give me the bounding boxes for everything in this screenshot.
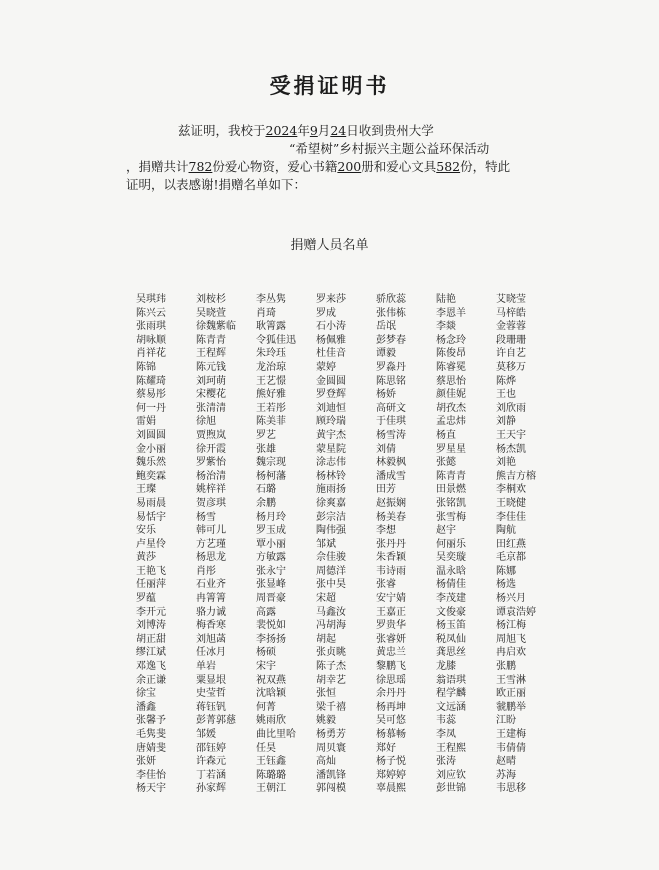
donor-name: 金小丽 (136, 443, 166, 455)
donor-name: 高研文 (376, 402, 406, 414)
donor-name: 佘佳骏 (316, 552, 346, 564)
donor-name: 罗艺 (256, 429, 276, 441)
donor-name: 艾晓莹 (496, 294, 526, 305)
donor-name: 魏宗现 (256, 457, 286, 469)
donor-name: 张涛 (436, 756, 456, 768)
donor-name: 宋樱花 (196, 389, 226, 401)
body-line-1 (126, 122, 626, 140)
donor-name: 谭袁浩婷 (496, 606, 536, 618)
donor-name: 韩可儿 (196, 525, 226, 537)
donor-name: 李桐欢 (496, 484, 526, 496)
donor-name: 杨再坤 (376, 701, 406, 713)
donor-name: 安乐 (136, 525, 156, 537)
donor-name: 韦蕊 (436, 715, 456, 727)
donor-name: 温永晗 (436, 565, 466, 577)
donor-name: 韦思移 (496, 783, 526, 795)
donor-name: 史莹哲 (196, 688, 226, 700)
stationery-value: 582 (436, 159, 461, 174)
donor-name: 徐旭 (196, 416, 216, 428)
donor-name: 骄欣蕊 (376, 294, 406, 305)
donor-name: 杨江梅 (496, 620, 526, 632)
donor-name: 石小涛 (316, 321, 346, 333)
donor-name: 李想 (376, 525, 396, 537)
donor-name: 杨雪涛 (376, 429, 406, 441)
donor-name: 罗登辉 (316, 389, 346, 401)
donor-name: 杨直 (436, 429, 456, 441)
donor-name: 陈子杰 (316, 661, 346, 673)
document-title: 受捐证明书 (269, 73, 390, 98)
day-value: 24 (330, 123, 347, 138)
donor-name: 单岩 (196, 661, 216, 673)
donor-name: 龙膝 (436, 661, 456, 673)
donor-name: 王嘉正 (376, 606, 406, 618)
month-char: 月 (317, 123, 331, 138)
donor-name: 丁若涵 (196, 769, 226, 781)
donor-name: 杨慕畅 (376, 729, 406, 740)
donor-name: 蒋钰钒 (196, 701, 226, 713)
donor-name: 方敏露 (256, 552, 286, 564)
donor-name: 刘应钦 (436, 769, 466, 781)
donor-name: 徐宝 (136, 688, 156, 700)
donor-name: 黎鹏飞 (376, 661, 406, 673)
donor-name: 张恒 (316, 688, 336, 700)
donor-name: 曲比里哈 (256, 729, 296, 740)
donor-name: 彭梦春 (376, 334, 406, 346)
body-line-4: 证明，以表感谢!捐赠名单如下： (126, 177, 307, 192)
donor-name: 邵钰婷 (196, 742, 226, 754)
donor-name: 胡幸艺 (316, 674, 346, 686)
donor-name: 田景燃 (436, 484, 466, 496)
donor-name: 杨硕 (256, 647, 276, 659)
donor-name: 张妍 (136, 756, 156, 768)
books-value: 200 (337, 159, 362, 174)
line1-pre: 兹证明，我校于 (178, 123, 266, 138)
donor-name: 胡起 (316, 633, 336, 645)
donor-name: 肖琦 (256, 307, 276, 319)
donor-name: 韦诗雨 (376, 565, 406, 577)
donor-name: 易雨晨 (136, 497, 166, 509)
donor-name: 杨天宇 (136, 783, 166, 795)
donor-name: 张馨予 (136, 715, 166, 727)
donor-name: 税凤仙 (436, 633, 466, 645)
donor-name: 李燚 (436, 321, 456, 333)
donor-name: 罗来莎 (316, 294, 346, 305)
donor-name: 王也 (496, 389, 516, 401)
donor-name: 张永宁 (256, 565, 286, 577)
donor-name: 文远涵 (436, 701, 466, 713)
donor-name: 虢鹏举 (496, 701, 526, 713)
donor-name: 陈美菲 (256, 416, 286, 428)
line3-mid1: 份爱心物资，爱心书籍 (212, 159, 338, 174)
donor-name: 杨勇芳 (316, 729, 346, 740)
donor-name: 程学麟 (436, 688, 466, 700)
donor-name: 罗星星 (436, 443, 466, 455)
donor-name: 熊好雅 (256, 389, 286, 401)
donor-name: 杨念玲 (436, 334, 466, 346)
donor-name: 罗玉成 (256, 525, 286, 537)
donor-name: 张丹丹 (376, 538, 406, 550)
donor-name: 马鑫汝 (316, 606, 346, 618)
donor-name: 杨柯藩 (256, 470, 286, 482)
donor-name: 李佳怡 (136, 769, 166, 781)
donor-name: 莫移万 (496, 361, 526, 373)
donor-name: 刘珂萌 (196, 375, 226, 387)
donor-name: 施雨扬 (316, 484, 346, 496)
donor-name: 段珊珊 (496, 334, 526, 346)
donor-name: 杨子悦 (376, 756, 406, 768)
donor-name: 李恩羊 (436, 307, 466, 319)
donor-name: 胡正甜 (136, 633, 166, 645)
donor-name: 罗贵华 (376, 620, 406, 632)
donor-name: 陈烨 (496, 375, 516, 387)
donor-name: 王天宇 (496, 429, 526, 441)
donor-name: 杜佳音 (316, 348, 346, 360)
donor-name: 耿箐露 (256, 321, 286, 333)
donor-name: 贾煦岚 (196, 429, 226, 441)
donor-name: 孙家辉 (196, 783, 226, 795)
year-char: 年 (297, 123, 310, 138)
donor-name: 张清清 (196, 402, 226, 414)
donor-name: 王程辉 (196, 348, 226, 360)
donor-name: 黄忠兰 (376, 647, 406, 659)
donor-name: 杨玉笛 (436, 620, 466, 632)
donor-name: 周贝寰 (316, 742, 346, 754)
donor-name: 陈思铭 (376, 375, 406, 387)
donor-name: 赵振娴 (376, 497, 406, 509)
donor-name: 朱香颖 (376, 552, 406, 564)
donor-name: 粟显垠 (196, 674, 226, 686)
donor-name: 任冰月 (196, 647, 226, 659)
donor-name: 陈璐璐 (256, 769, 286, 781)
donor-name: 周旭飞 (496, 633, 526, 645)
donor-name: 宋超 (316, 593, 336, 605)
donor-name: 张睿妍 (376, 633, 406, 645)
donor-name: 刘旭菡 (196, 633, 226, 645)
year-value: 2024 (265, 123, 298, 138)
donor-name: 吴奕璇 (436, 552, 466, 564)
donor-name: 熊吉方榕 (496, 470, 536, 482)
donor-name: 毛隽斐 (136, 729, 166, 740)
donor-name: 邓逸飞 (136, 661, 166, 673)
donor-name: 蔡易彤 (136, 389, 166, 401)
donor-name: 王程熙 (436, 742, 466, 754)
donor-name: 姚雨欣 (256, 715, 286, 727)
line3-post: 份，特此 (460, 159, 511, 174)
donor-name: 何一丹 (136, 402, 166, 414)
donor-name: 徐思瑶 (376, 674, 406, 686)
donor-name: 高灿 (316, 756, 336, 768)
donor-name: 冉启欢 (496, 647, 526, 659)
donor-list-title: 捐赠人员名单 (290, 238, 369, 253)
donor-name-grid (136, 293, 556, 796)
donor-name: 唐婧斐 (136, 742, 166, 754)
donor-name: 黄宇杰 (316, 429, 346, 441)
donor-name: 涂志伟 (316, 457, 346, 469)
line3-mid2: 册和爱心文具 (361, 159, 437, 174)
donor-name: 郑婷婷 (376, 769, 406, 781)
donor-name: 杨兴月 (496, 593, 526, 605)
donor-name: 欧正丽 (496, 688, 526, 700)
donor-name: 杨月玲 (256, 511, 286, 523)
donor-name: 吴可悠 (376, 715, 406, 727)
donor-name: 张雪梅 (436, 511, 466, 523)
donor-name: 龙治琼 (256, 361, 286, 373)
donor-name: 李佳佳 (496, 511, 526, 523)
total-value: 782 (188, 159, 213, 174)
donor-name: 冯胡海 (316, 620, 346, 632)
donor-name: 田芳 (376, 484, 396, 496)
donor-name: 陆艳 (436, 294, 456, 305)
donor-name: 姚毅 (316, 715, 336, 727)
donor-name: 何丽乐 (436, 538, 466, 550)
donor-name: 梅香寒 (196, 620, 226, 632)
donor-name: 吴晓萱 (196, 307, 226, 319)
donor-name: 王晓健 (496, 497, 526, 509)
donor-name: 徐魏紫临 (196, 321, 236, 333)
donor-name: 肖彤 (196, 565, 216, 577)
donor-name: 潘成雪 (376, 470, 406, 482)
donor-name: 高露 (256, 606, 276, 618)
donor-name: 邹斌 (316, 538, 336, 550)
donor-name: 刘博涛 (136, 620, 166, 632)
donor-name: 韦倩倩 (496, 742, 526, 754)
donor-name: 余鹏 (256, 497, 276, 509)
donor-name: 李茂建 (436, 593, 466, 605)
donor-name: 杨林铃 (316, 470, 346, 482)
donor-name: 彭宗洁 (316, 511, 346, 523)
donor-name: 罗紫怡 (196, 457, 226, 469)
donor-name: 陈元钱 (196, 361, 226, 373)
donor-name: 刘圆圆 (136, 429, 166, 441)
donor-name: 蒙星院 (316, 443, 346, 455)
donor-name: 马梓皓 (496, 307, 526, 319)
donor-name: 张雨琪 (136, 321, 166, 333)
donor-name: 陈青青 (436, 470, 466, 482)
donor-name: 胡孜杰 (436, 402, 466, 414)
line3-pre: ，捐赠共计 (126, 159, 189, 174)
donor-name: 杨雪 (196, 511, 216, 523)
donor-name: 罗蕴 (136, 593, 156, 605)
donor-name: 余正谦 (136, 674, 166, 686)
donor-name: 石业齐 (196, 579, 226, 591)
body-line-3 (126, 158, 626, 176)
body-line-2: “希望树”乡村振兴主题公益环保活动 (289, 141, 490, 156)
donor-name: 张睿 (376, 579, 396, 591)
donor-name: 岳氓 (376, 321, 396, 333)
donor-name: 杨娇 (376, 389, 396, 401)
donor-name: 石璐 (256, 484, 276, 496)
donor-name: 雷娟 (136, 416, 156, 428)
donor-name: 彭世锦 (436, 783, 466, 795)
donor-name: 杨选 (496, 579, 516, 591)
month-value: 9 (309, 123, 318, 138)
donor-name: 罗成 (316, 307, 336, 319)
donor-name: 张贞眺 (316, 647, 346, 659)
donor-name: 陈娜 (496, 565, 516, 577)
donor-name: 文俊豪 (436, 606, 466, 618)
donor-name: 刘倩 (376, 443, 396, 455)
donor-name: 任丽萍 (136, 579, 166, 591)
donor-name: 许森元 (196, 756, 226, 768)
donor-name: 周德洋 (316, 565, 346, 577)
donor-name: 张伟栋 (376, 307, 406, 319)
donor-name: 吴琪玮 (136, 294, 166, 305)
donor-name: 赵宇 (436, 525, 456, 537)
donor-name: 杨倩佳 (436, 579, 466, 591)
donor-name: 陈睿冕 (436, 361, 466, 373)
donor-name: 张中昊 (316, 579, 346, 591)
donor-name: 林毅枫 (376, 457, 406, 469)
donor-name: 孟忠炜 (436, 416, 466, 428)
donor-name: 罗淼丹 (376, 361, 406, 373)
donor-name: 姚梓祥 (196, 484, 226, 496)
donor-name: 于佳琪 (376, 416, 406, 428)
donor-name: 毛京都 (496, 552, 526, 564)
donor-name: 金蓉蓉 (496, 321, 526, 333)
donor-name: 王钰鑫 (256, 756, 286, 768)
donor-name: 梁千禧 (316, 701, 346, 713)
donor-name: 王艺憬 (256, 375, 286, 387)
donor-name: 李扬扬 (256, 633, 286, 645)
line1-post: 日收到贵州大学 (346, 123, 434, 138)
donor-name: 方艺瑾 (196, 538, 226, 550)
donor-name: 肖祥花 (136, 348, 166, 360)
donor-name: 蒙婷 (316, 361, 336, 373)
donor-name: 宋宇 (256, 661, 276, 673)
donor-name: 许自艺 (496, 348, 526, 360)
donor-name: 张雄 (256, 443, 276, 455)
donor-name: 徐爽嘉 (316, 497, 346, 509)
donor-name: 龚思丝 (436, 647, 466, 659)
donor-name: 黄莎 (136, 552, 156, 564)
donor-name: 何菁 (256, 701, 276, 713)
donor-name: 谭毅 (376, 348, 396, 360)
donor-name: 易恬宇 (136, 511, 166, 523)
donor-name: 邹媛 (196, 729, 216, 740)
donor-name: 安宁婧 (376, 593, 406, 605)
donor-name: 陈兴云 (136, 307, 166, 319)
donor-name: 陈耀琦 (136, 375, 166, 387)
donor-name: 杨杰凯 (496, 443, 526, 455)
donor-name: 贺彦琪 (196, 497, 226, 509)
donor-name: 鲍奕霖 (136, 470, 166, 482)
donor-name: 陶航 (496, 525, 516, 537)
donor-name: 田红燕 (496, 538, 526, 550)
donor-name: 潘鑫 (136, 701, 156, 713)
donor-name: 杨美春 (376, 511, 406, 523)
donor-name: 王艳飞 (136, 565, 166, 577)
donor-name: 颜佳妮 (436, 389, 466, 401)
donor-name: 杨思龙 (196, 552, 226, 564)
donor-name: 骆力诚 (196, 606, 226, 618)
donor-name: 赵晴 (496, 756, 516, 768)
donor-name: 覃小丽 (256, 538, 286, 550)
donor-name: 任昊 (256, 742, 276, 754)
donor-name: 顾玲瑞 (316, 416, 346, 428)
donor-name: 刘欣雨 (496, 402, 526, 414)
donor-name: 刘迪恒 (316, 402, 346, 414)
donor-name: 彭菁郭慈 (196, 715, 236, 727)
donor-name: 徐开霞 (196, 443, 226, 455)
donor-name: 缪江斌 (136, 647, 166, 659)
donor-name: 陶伟强 (316, 525, 346, 537)
donor-name: 李开元 (136, 606, 166, 618)
donor-name: 张鹏 (496, 661, 516, 673)
donor-name: 裴悦如 (256, 620, 286, 632)
certificate-body (126, 122, 626, 194)
donor-name: 杨佩雅 (316, 334, 346, 346)
donor-name: 王建梅 (496, 729, 526, 740)
donor-name: 祝双燕 (256, 674, 286, 686)
donor-name: 陈锦 (136, 361, 156, 373)
donor-name: 潘凯锋 (316, 769, 346, 781)
donor-name: 王朝江 (256, 783, 286, 795)
donor-name: 令狐佳迅 (256, 334, 296, 346)
donor-name: 张懿 (436, 457, 456, 469)
donor-name: 蔡思怡 (436, 375, 466, 387)
donor-name: 江盼 (496, 715, 516, 727)
donor-name: 李凤 (436, 729, 456, 740)
donor-name: 金圆圆 (316, 375, 346, 387)
donor-name: 刘桉杉 (196, 294, 226, 305)
donor-name: 王雪淋 (496, 674, 526, 686)
donor-name: 王璨 (136, 484, 156, 496)
donor-name: 魏乐然 (136, 457, 166, 469)
donor-name: 李丛隽 (256, 294, 286, 305)
donor-name: 王若彤 (256, 402, 286, 414)
donor-name: 朱玲珏 (256, 348, 286, 360)
donor-name: 张铭凯 (436, 497, 466, 509)
donor-name: 张显峰 (256, 579, 286, 591)
donor-name: 沈晗颖 (256, 688, 286, 700)
donor-name: 苏海 (496, 769, 516, 781)
donor-name: 辜晨熙 (376, 783, 406, 795)
donor-name: 杨治清 (196, 470, 226, 482)
donor-name: 刘艳 (496, 457, 516, 469)
donor-name: 郑好 (376, 742, 396, 754)
donor-name: 郭闯模 (316, 783, 346, 795)
donor-name: 刘静 (496, 416, 516, 428)
donor-name: 翁语琪 (436, 674, 466, 686)
donor-name: 余丹丹 (376, 688, 406, 700)
donor-name: 陈青青 (196, 334, 226, 346)
donor-name: 周晋豪 (256, 593, 286, 605)
donor-name: 陈俊昂 (436, 348, 466, 360)
donor-name: 胡咏顺 (136, 334, 166, 346)
donor-name: 冉箐箐 (196, 593, 226, 605)
donor-name: 卢星伶 (136, 538, 166, 550)
